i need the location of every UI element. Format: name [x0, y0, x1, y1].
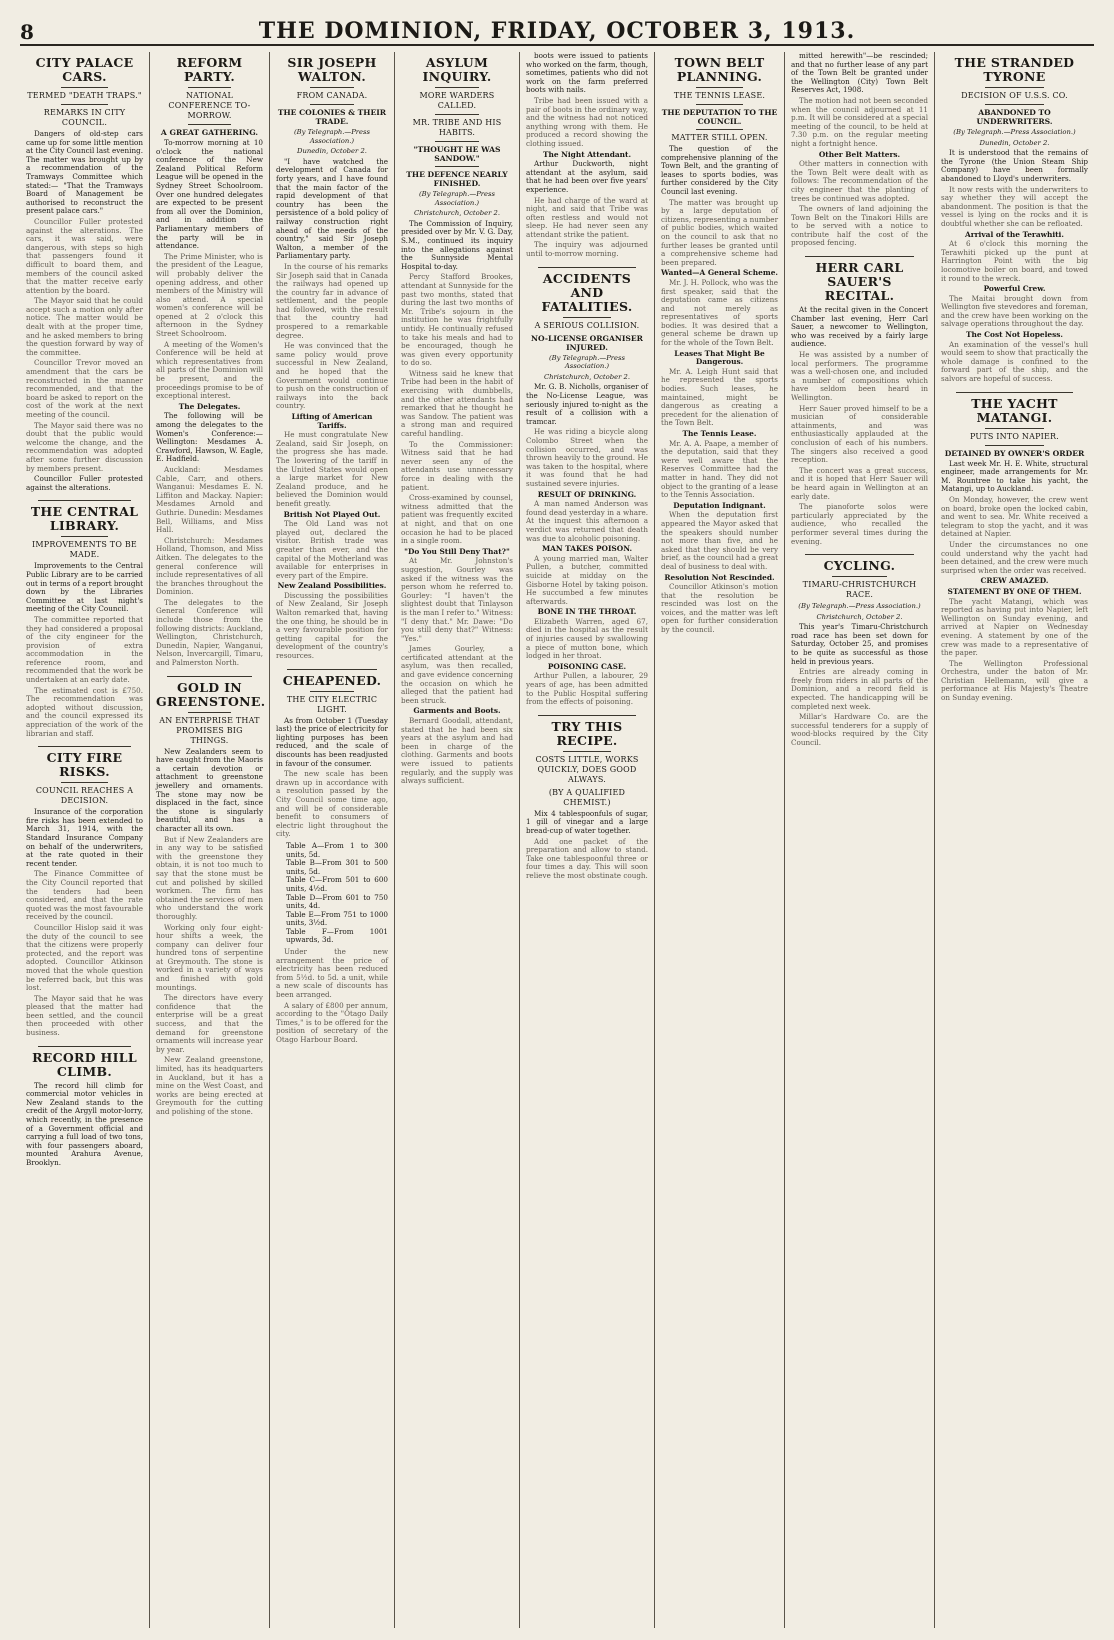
- body-text: Other matters in connection with the Town Belt were dealt with as follows: The recommendation of the city engineer that the planting of trees be continued was adopted. The owners of land adjoining the Town Belt on the Tinakori Hills are to be served with a notice to contribute half the cost of the proposed fencing.: [791, 159, 928, 248]
- body-text: In the course of his remarks Sir Joseph said that in Canada the railways had opened up the country far in advance of settlement, and the people had followed, with the result that the country had prospered to a remarkable degree. He was convinced that the same policy would prove successful in New Zealand, and he hoped that the Government would continue to push on the construction of railways into the back country.: [276, 261, 388, 411]
- article-carl-sauer-recital: [791, 261, 928, 546]
- body-text: Bernard Goodall, attendant, stated that he had been six years at the asylum and had been in charge of the clothing. Garments and boots were issued to patients regularly, and the supply was always sufficient.: [401, 716, 513, 786]
- subhead: PUTS INTO NAPIER.: [969, 431, 1060, 441]
- subhead: THE COLONIES & THEIR TRADE.: [277, 108, 387, 126]
- body-text: An examination of the vessel's hull would seem to show that practically the whole damage is confined to the forward part of the ship, and the salvors are hopeful of success.: [941, 339, 1088, 384]
- article-town-belt-planning: [661, 56, 778, 635]
- section-heading: Resolution Not Rescinded.: [664, 572, 775, 582]
- subhead: A SERIOUS COLLISION.: [534, 320, 640, 330]
- paragraph: "I have watched the development of Canada for forty years, and I have found that the main factor of the rapid development of that country has been the persistence of a bold policy of railway construction right ahead of the needs of the country," said Sir Joseph Walton, a member of the Parliamentary party.: [276, 156, 388, 261]
- section-heading: British Not Played Out.: [283, 509, 381, 519]
- rate-row: Table A—From 1 to 300 units, 5d.: [286, 840, 388, 859]
- article-city-palace-cars: [26, 56, 143, 492]
- body-text: The matter was brought up by a large deputation of citizens, representing a number of public bodies, which waited on the council to ask that no further leases be granted until a comprehensive scheme had been prepared.: [661, 197, 778, 267]
- section-heading: Lifting of American Tariffs.: [291, 412, 373, 430]
- body-text: A man named Anderson was found dead yesterday in a whare. At the inquest this afternoon a verdict was returned that death was due to alcoholic poisoning.: [526, 499, 648, 543]
- article-gold-in-greenstone: [156, 679, 266, 1117]
- subhead: THE CITY ELECTRIC LIGHT.: [286, 694, 378, 714]
- subhead: TERMED "DEATH TRAPS.": [27, 91, 142, 100]
- subhead: MATTER STILL OPEN.: [671, 133, 768, 142]
- headline: ACCIDENTS AND FATALITIES.: [541, 270, 633, 314]
- section-heading: Garments and Boots.: [413, 706, 501, 716]
- subhead: COUNCIL REACHES A DECISION.: [35, 786, 134, 806]
- article-reform-party: [156, 56, 263, 668]
- paragraph: It is understood that the remains of the Tyrone (the Union Steam Ship Company) have been formally abandoned to Lloyd's underwriters.: [941, 148, 1088, 183]
- article-asylum-inquiry: [401, 56, 513, 786]
- byline: (By Telegraph.—Press Association.): [293, 128, 371, 145]
- subhead: A GREAT GATHERING.: [160, 128, 259, 137]
- headline: THE CENTRAL LIBRARY.: [30, 504, 139, 534]
- section-heading: STATEMENT BY ONE OF THEM.: [947, 586, 1082, 596]
- paragraph: Insurance of the corporation fire risks has been extended to March 31, 1914, with the Standard Insurance Company on behalf of the underwriters, at the rate quoted in their recent tender.: [26, 807, 143, 868]
- body-text: Under the new arrangement the price of electricity has been reduced from 5½d. to 5d. a unit, while a new scale of discounts has been arranged. A salary of £800 per annum, according to the "Otago Daily Times," is to be offered for the position of secretary of the Otago Harbour Board.: [276, 947, 388, 1044]
- body-text: Mr. A. A. Paape, a member of the deputation, said that they were well aware that the Reserves Committee had the matter in hand. They did not object to the granting of a lease to the Tennis Association.: [661, 438, 778, 500]
- paragraph: boots were issued to patients who worked on the farm, though, sometimes, patients who did not work on the farm preferred boots with nails.: [526, 52, 648, 95]
- paragraph: Last week Mr. H. E. White, structural engineer, made arrangements for Mr. M. Rountree to take his yacht, the Matangi, up to Auckland.: [941, 458, 1088, 494]
- body-text: The Finance Committee of the City Council reported that the tenders had been considered, and that the rate quoted was the most favourable received by the council. Councillor Hislop said it was the duty of the council to see that the citizens were properly protected, and the report was adopted. Councillor Atkinson moved that the whole question be referred back, but this was lost. The Mayor said that he was pleased that the matter had been settled, and the council then proceeded with other business.: [26, 869, 143, 1038]
- section-heading: Arrival of the Terawhiti.: [965, 229, 1064, 239]
- article-stranded-tyrone: [941, 56, 1088, 384]
- headline: HERR CARL SAUER'S RECITAL.: [815, 260, 904, 304]
- headline: CYCLING.: [823, 558, 896, 574]
- headline: CITY FIRE RISKS.: [46, 750, 123, 780]
- article-yacht-matangi: [941, 397, 1088, 703]
- body-text: Discussing the possibilities of New Zealand, Sir Joseph Walton remarked that, having the one thing, he should be in a very favourable position for getting capital for the development of the country's resources.: [276, 590, 388, 661]
- headline: SIR JOSEPH WALTON.: [287, 55, 377, 84]
- body-text: The new scale has been drawn up in accordance with a resolution passed by the City Council some time ago, and will be of considerable benefit to consumers of electric light throughout the city.: [276, 769, 388, 839]
- body-text: Auckland: Mesdames Cable, Carr, and others. Wanganui: Mesdames E. N. Liffiton and Mackay. Napier: Mesdames Arnold and Guthrie. Dunedin: Mesdames Bell, Williams, and Miss Hall. Christchurch: Mesdames Holland, Thomson, and Miss Aitken. The delegates to the general conference will include representatives of all the branches throughout the Dominion. The delegates to the General Conference will include those from the following districts: Auckland, Wellington, Christchurch, Dunedin, Napier, Wanganui, Nelson, Invercargill, Timaru, and Palmerston North.: [156, 464, 263, 668]
- dateline: Christchurch, October 2.: [543, 372, 630, 381]
- paragraph: The question of the comprehensive planning of the Town Belt, and the granting of leases to sports bodies, was further considered by the City Council last evening.: [661, 144, 778, 196]
- body-text: On Monday, however, the crew went on board, broke open the locked cabin, and went to sea. Mr. White received a telegram to stop the yacht, and it was detained at Napier. Under the circumstances no one could understand why the yacht had been detained, and the crew were much surprised when the order was received.: [941, 495, 1088, 575]
- section-heading: MAN TAKES POISON.: [541, 544, 633, 554]
- section-heading: Powerful Crew.: [983, 284, 1046, 294]
- rate-row: Table B—From 301 to 500 units, 5d.: [286, 858, 388, 876]
- subhead: "THOUGHT HE WAS SANDOW.": [413, 145, 501, 163]
- body-text: The Prime Minister, who is the president of the League, will probably deliver the opening address, and other members of the Ministry will also attend. A special women's conference will be opened at 2 o'clock this afternoon in the Sydney Street Schoolroom. A meeting of the Women's Conference will be held at which representatives from all parts of the Dominion will be present, and the proceedings promise to be of exceptional interest.: [156, 251, 263, 401]
- article-cycling: [791, 559, 928, 748]
- column-7: [785, 52, 935, 1628]
- paragraph: mitted herewith"—be rescinded; and that no further lease of any part of the Town Belt be granted under the Wellington (City) Town Belt Reserves Act, 1908.: [791, 52, 928, 95]
- section-heading: The Tennis Lease.: [682, 429, 757, 438]
- body-text: The Maitai brought down from Wellington five stevedores and foreman, and the crew have been working on the salvage operations throughout the day.: [941, 293, 1088, 329]
- paragraph: Councillor Fuller protested against the alterations.: [26, 474, 143, 492]
- body-text: Tribe had been issued with a pair of boots in the ordinary way, and the witness had not noticed anything wrong with them. He produced a record showing the clothing issued.: [526, 95, 648, 148]
- subhead: DECISION OF U.S.S. CO.: [961, 91, 1068, 100]
- column-2: [150, 52, 270, 1628]
- section-heading: Leases That Might Be Dangerous.: [674, 348, 765, 367]
- subhead: FROM CANADA.: [296, 91, 368, 100]
- headline: THE STRANDED TYRONE: [954, 55, 1075, 84]
- headline: RECORD HILL CLIMB.: [32, 1049, 137, 1079]
- body-text: He was assisted by a number of local performers. The programme was a well-chosen one, and included a number of compositions which have seldom been heard in Wellington. Herr Sauer proved himself to be a musician of considerable attainments, and was enthusiastically applauded at the conclusion of each of his numbers. The singers also received a good reception. The concert was a great success, and it is hoped that Herr Sauer will be heard again in Wellington at an early date. The pianoforte solos were particularly appreciated by the audience, who recalled the performer several times during the evening.: [791, 350, 928, 546]
- page-number: 8: [20, 20, 34, 44]
- body-text: It now rests with the underwriters to say whether they will accept the abandonment. The position is that the vessel is lying on the rocks and it is doubtful whether she can be refloated.: [941, 184, 1088, 228]
- paragraph: Arthur Duckworth, night attendant at the asylum, said that he had been over five years' experience.: [526, 159, 648, 194]
- body-text: The Old Land was not played out, declared the visitor. British trade was greater than ever, and the capital of the Motherland was available for enterprises in every part of the Empire.: [276, 519, 388, 580]
- headline: THE YACHT MATANGI.: [971, 395, 1058, 425]
- headline: REFORM PARTY.: [176, 55, 243, 84]
- subhead: (BY A QUALIFIED CHEMIST.): [548, 787, 626, 807]
- subhead: MORE WARDERS CALLED.: [419, 91, 495, 110]
- columns: [20, 52, 1094, 1628]
- section-heading: The Delegates.: [178, 401, 241, 411]
- dateline: Dunedin, October 2.: [979, 138, 1050, 147]
- column-6: [655, 52, 785, 1628]
- paragraph: Mr. G. B. Nicholls, organiser of the No-License League, was seriously injured to-night as the result of a collision with a tramcar.: [526, 382, 648, 426]
- body-text: But if New Zealanders are in any way to be satisfied with the greenstone they obtain, it is not too much to say that the stone must be cut and polished by skilled workmen. The firm has obtained the services of men who understand the work thoroughly. Working only four eight-hour shifts a week, the company can deliver four hundred tons of serpentine at Greymouth. The stone is worked in a variety of ways and finished with gold mountings. The directors have every confidence that the enterprise will be a great success, and that the demand for greenstone ornaments will increase year by year. New Zealand greenstone, limited, has its headquarters in Auckland, but it has a mine on the West Coast, and works are being erected at Greymouth for the cutting and polishing of the stone.: [156, 834, 263, 1116]
- subhead: DETAINED BY OWNER'S ORDER: [944, 448, 1085, 458]
- headline: CITY PALACE CARS.: [35, 55, 134, 84]
- body-text: At Mr. Johnston's suggestion, Gourley was asked if the witness was the person whom he referred to. Gourley: "I haven't the slightest doubt that Tinlayson is the man I refer to." Witness: "I deny that." Mr. Dawe: "Do you still deny that?" Witness: "Yes." James Gourley, a certificated attendant at the asylum, was then recalled, and gave evidence concerning the occasion on which he alleged that the patient had been struck.: [401, 556, 513, 705]
- headline: TOWN BELT PLANNING.: [674, 55, 765, 84]
- section-heading: Wanted—A General Scheme.: [661, 268, 778, 278]
- masthead: [20, 18, 1094, 46]
- byline: (By Telegraph.—Press Association.): [953, 128, 1076, 136]
- paragraph: Mix 4 tablespoonfuls of sugar, 1 gill of vinegar and a large bread-cup of water together.: [526, 808, 648, 835]
- rate-row: Table C—From 501 to 600 units, 4½d.: [286, 875, 388, 893]
- subhead: TIMARU-CHRISTCHURCH RACE.: [802, 580, 917, 600]
- column-3: [270, 52, 395, 1628]
- subhead: MR. TRIBE AND HIS HABITS.: [412, 118, 502, 137]
- column-8: [935, 52, 1094, 1628]
- dateline: Christchurch, October 2.: [413, 209, 500, 218]
- dateline: Christchurch, October 2.: [816, 612, 903, 621]
- article-central-library: [26, 505, 143, 738]
- section-heading: Deputation Indignant.: [673, 500, 766, 510]
- subhead: COSTS LITTLE, WORKS QUICKLY, DOES GOOD ALWAYS.: [535, 754, 639, 784]
- article-accidents: [526, 272, 648, 707]
- section-heading: The Cost Not Hopeless.: [966, 330, 1063, 340]
- subhead: NO-LICENSE ORGANISER INJURED.: [531, 333, 643, 352]
- section-heading: Other Belt Matters.: [818, 149, 901, 159]
- paragraph: Improvements to the Central Public Library are to be carried out in terms of a report brought down by the Libraries Committee at last night's meeting of the City Council.: [26, 561, 143, 614]
- body-text: Elizabeth Warren, aged 67, died in the hospital as the result of injuries caused by swallowing a piece of mutton bone, which lodged in her throat.: [526, 616, 648, 661]
- section-heading: RESULT OF DRINKING.: [537, 489, 637, 499]
- dateline: Dunedin, October 2.: [297, 147, 367, 156]
- body-text: Councillor Atkinson's motion that the resolution be rescinded was lost on the voices, and the matter was left open for further consideration by the council.: [661, 582, 778, 635]
- body-text: Mr. A. Leigh Hunt said that he represented the sports bodies. Such leases, he maintained, might be dangerous as creating a precedent for the alienation of the Town Belt.: [661, 366, 778, 428]
- paragraph: This year's Timaru-Christchurch road race has been set down for Saturday, October 25, and promises to be quite as successful as those held in previous years.: [791, 622, 928, 666]
- paragraph: As from October 1 (Tuesday last) the price of electricity for lighting purposes has been reduced, and the scale of discounts has been readjusted in favour of the consumer.: [276, 715, 388, 768]
- article-try-this-recipe: [526, 720, 648, 881]
- body-text: Councillor Fuller protested against the alterations. The cars, it was said, were dangerous, with steps so high that passengers found it difficult to board them, and members of the council asked that the matter receive early attention by the board. The Mayor said that he could accept such a motion only after notice. The matter would be dealt with at the proper time, and he asked members to bring the question forward by way of the committee. Councillor Trevor moved an amendment that the cars be reconstructed in the manner recommended, and that the board be asked to report on the cost of the work at the next meeting of the council. The Mayor said there was no doubt that the public would welcome the change, and the recommendation was adopted after some further discussion by members present.: [26, 216, 143, 473]
- body-text: Percy Stafford Brookes, attendant at Sunnyside for the past two months, stated that during the last two months of Mr. Tribe's sojourn in the institution he was frightfully untidy. He continually refused to take his meals and had to be encouraged, though he was given every opportunity to do so. Witness said he knew that Tribe had been in the habit of exercising with dumbbells, and the other attendants had remarked that he thought he was Sandow. The patient was a strong man and required careful handling. To the Commissioner: Witness said that he had never seen any of the attendants use unnecessary force in dealing with the patient. Cross-examined by counsel, witness admitted that the patient was frequently excited at night, and that on one occasion he had to be placed in a single room.: [401, 272, 513, 546]
- body-text: He was riding a bicycle along Colombo Street when the collision occurred, and was thrown heavily to the ground. He was taken to the hospital, where it was found that he had sustained severe injuries.: [526, 427, 648, 488]
- body-text: He had charge of the ward at night, and said that Tribe was often restless and would not sleep. He had never seen any attendant strike the patient. The inquiry was adjourned until to-morrow morning.: [526, 195, 648, 259]
- section-heading: POISONING CASE.: [547, 661, 627, 671]
- rate-row: Table E—From 751 to 1000 units, 3½d.: [286, 909, 388, 928]
- article-city-fire-risks: [26, 751, 143, 1037]
- body-text: When the deputation first appeared the Mayor asked that the speakers should number not more than five, and he asked that they should be very brief, as the council had a great deal of business to deal with.: [661, 510, 778, 571]
- paragraph: New Zealanders seem to have caught from the Maoris a certain devotion or attachment to greenstone jewellery and ornaments. The stone may now be displaced in the fact, since the stone is singularly beautiful, and has a character all its own.: [156, 746, 263, 833]
- headline: GOLD IN GREENSTONE.: [156, 679, 266, 709]
- section-heading: BONE IN THE THROAT.: [537, 607, 637, 617]
- section-heading: New Zealand Possibilities.: [277, 581, 387, 591]
- column-1: [20, 52, 150, 1628]
- body-text: The committee reported that they had considered a proposal of the city engineer for the provision of extra accommodation in the reference room, and recommended that the work be undertaken at an early date. The estimated cost is £750. The recommendation was adopted without discussion, and the council expressed its appreciation of the work of the librarian and staff.: [26, 614, 143, 738]
- body-text: Arthur Pullen, a labourer, 29 years of age, has been admitted to the Public Hospital suffering from the effects of poisoning.: [526, 671, 648, 707]
- column-4: [395, 52, 520, 1628]
- body-text: The yacht Matangi, which was reported as having put into Napier, left Wellington on Sunday evening, and arrived at Napier on Wednesday evening. A statement by one of the crew was made to a representative of the paper. The Wellington Professional Orchestra, under the baton of Mr. Christian Hellemann, will give a performance at His Majesty's Theatre on Sunday evening.: [941, 596, 1088, 703]
- article-cheapened: [276, 674, 388, 1045]
- paragraph: To-morrow morning at 10 o'clock the national conference of the New Zealand Political Reform League will be opened in the Sydney Street Schoolroom. Over one hundred delegates are expected to be present from all over the Dominion, and in addition the Parliamentary members of the party will be in attendance.: [156, 138, 263, 251]
- paragraph: Dangers of old-step cars came up for some little mention at the City Council last evening. The matter was brought up by a recommendation of the Tramways Committee which stated:— "That the Tramways Board of Management be authorised to reconstruct the present palace cars.": [26, 129, 143, 216]
- rate-row: Table D—From 601 to 750 units, 4d.: [286, 892, 388, 911]
- subhead: AN ENTERPRISE THAT PROMISES BIG THINGS.: [159, 715, 260, 745]
- paragraph: The Commission of Inquiry, presided over by Mr. V. G. Day, S.M., continued its inquiry into the allegations against the Sunnyside Mental Hospital to-day.: [401, 218, 513, 271]
- body-text: The motion had not been seconded when the council adjourned at 11 p.m. It will be considered at a special meeting of the council, to be held at 7.30 p.m. on the regular meeting night a fortnight hence.: [791, 95, 928, 148]
- body-text: A young married man, Walter Pullen, a butcher, committed suicide at midday on the Gisborne Hotel by taking poison. He succumbed a few minutes afterwards.: [526, 553, 648, 606]
- body-text: Mr. J. H. Pollock, who was the first speaker, said that the deputation came as citizens and not merely as representatives of sports bodies. It was desired that a general scheme be drawn up for the whole of the Town Belt.: [661, 277, 778, 348]
- article-record-hill-climb: [26, 1051, 143, 1168]
- subhead: THE DEFENCE NEARLY FINISHED.: [406, 170, 508, 188]
- section-heading: CREW AMAZED.: [980, 576, 1049, 586]
- paragraph: The record hill climb for commercial motor vehicles in New Zealand stands to the credit of the Argyll motor-lorry, which recently, in the presence of a Government official and carrying a full load of two tons, with four passengers aboard, mounted Arahura Avenue, Brooklyn.: [26, 1080, 143, 1167]
- section-heading: The Night Attendant.: [542, 149, 632, 159]
- headline: CHEAPENED.: [282, 672, 382, 688]
- paragraph: At the recital given in the Concert Chamber last evening, Herr Carl Sauer, a newcomer to Wellington, who was received by a fairly large audience.: [791, 305, 928, 349]
- paper-title: THE DOMINION, FRIDAY, OCTOBER 3, 1913.: [258, 18, 856, 44]
- subhead: THE DEPUTATION TO THE COUNCIL.: [661, 108, 778, 126]
- subhead: ABANDONED TO UNDERWRITERS.: [976, 108, 1053, 126]
- article-asylum-inquiry-continued: [526, 52, 648, 259]
- body-text: At 6 o'clock this morning the Terawhiti picked up the punt at Harrington Point with the big locomotive boiler on board, and towed it round to the wreck.: [941, 239, 1088, 283]
- article-town-belt-continued: [791, 52, 928, 248]
- column-5: [520, 52, 655, 1628]
- headline: TRY THIS RECIPE.: [551, 718, 623, 748]
- byline: (By Telegraph.—Press Association.): [798, 602, 921, 611]
- byline: (By Telegraph.—Press Association.): [548, 353, 626, 371]
- byline: (By Telegraph.—Press Association.): [418, 190, 496, 207]
- rate-table: [286, 842, 388, 945]
- article-sir-joseph-walton: [276, 56, 388, 661]
- headline: ASYLUM INQUIRY.: [422, 55, 492, 84]
- subhead: NATIONAL CONFERENCE TO-MORROW.: [168, 91, 251, 120]
- subhead: IMPROVEMENTS TO BE MADE.: [32, 540, 137, 560]
- body-text: He must congratulate New Zealand, said Sir Joseph, on the progress she has made. The lowering of the tariff in the United States would open a large market for New Zealand produce, and he believed the Dominion would benefit greatly.: [276, 430, 388, 508]
- body-text: Entries are already coming in freely from riders in all parts of the Dominion, and a record field is expected. The handicapping will be completed next week. Millar's Hardware Co. are the successful tenderers for a supply of wood-blocks required by the City Council.: [791, 667, 928, 747]
- rate-row: Table F—From 1001 upwards, 3d.: [286, 926, 388, 945]
- subhead: THE TENNIS LEASE.: [673, 91, 766, 100]
- paragraph: The following will be among the delegates to the Women's Conference:— Wellington: Mesdames A. Crawford, Hawson, W. Eagle, E. Hadfield.: [156, 411, 263, 464]
- section-heading: "Do You Still Deny That?": [404, 546, 510, 556]
- body-text: Add one packet of the preparation and allow to stand. Take one tablespoonful three or four times a day. This will soon relieve the most obstinate cough.: [526, 836, 648, 880]
- subhead: REMARKS IN CITY COUNCIL.: [43, 108, 126, 127]
